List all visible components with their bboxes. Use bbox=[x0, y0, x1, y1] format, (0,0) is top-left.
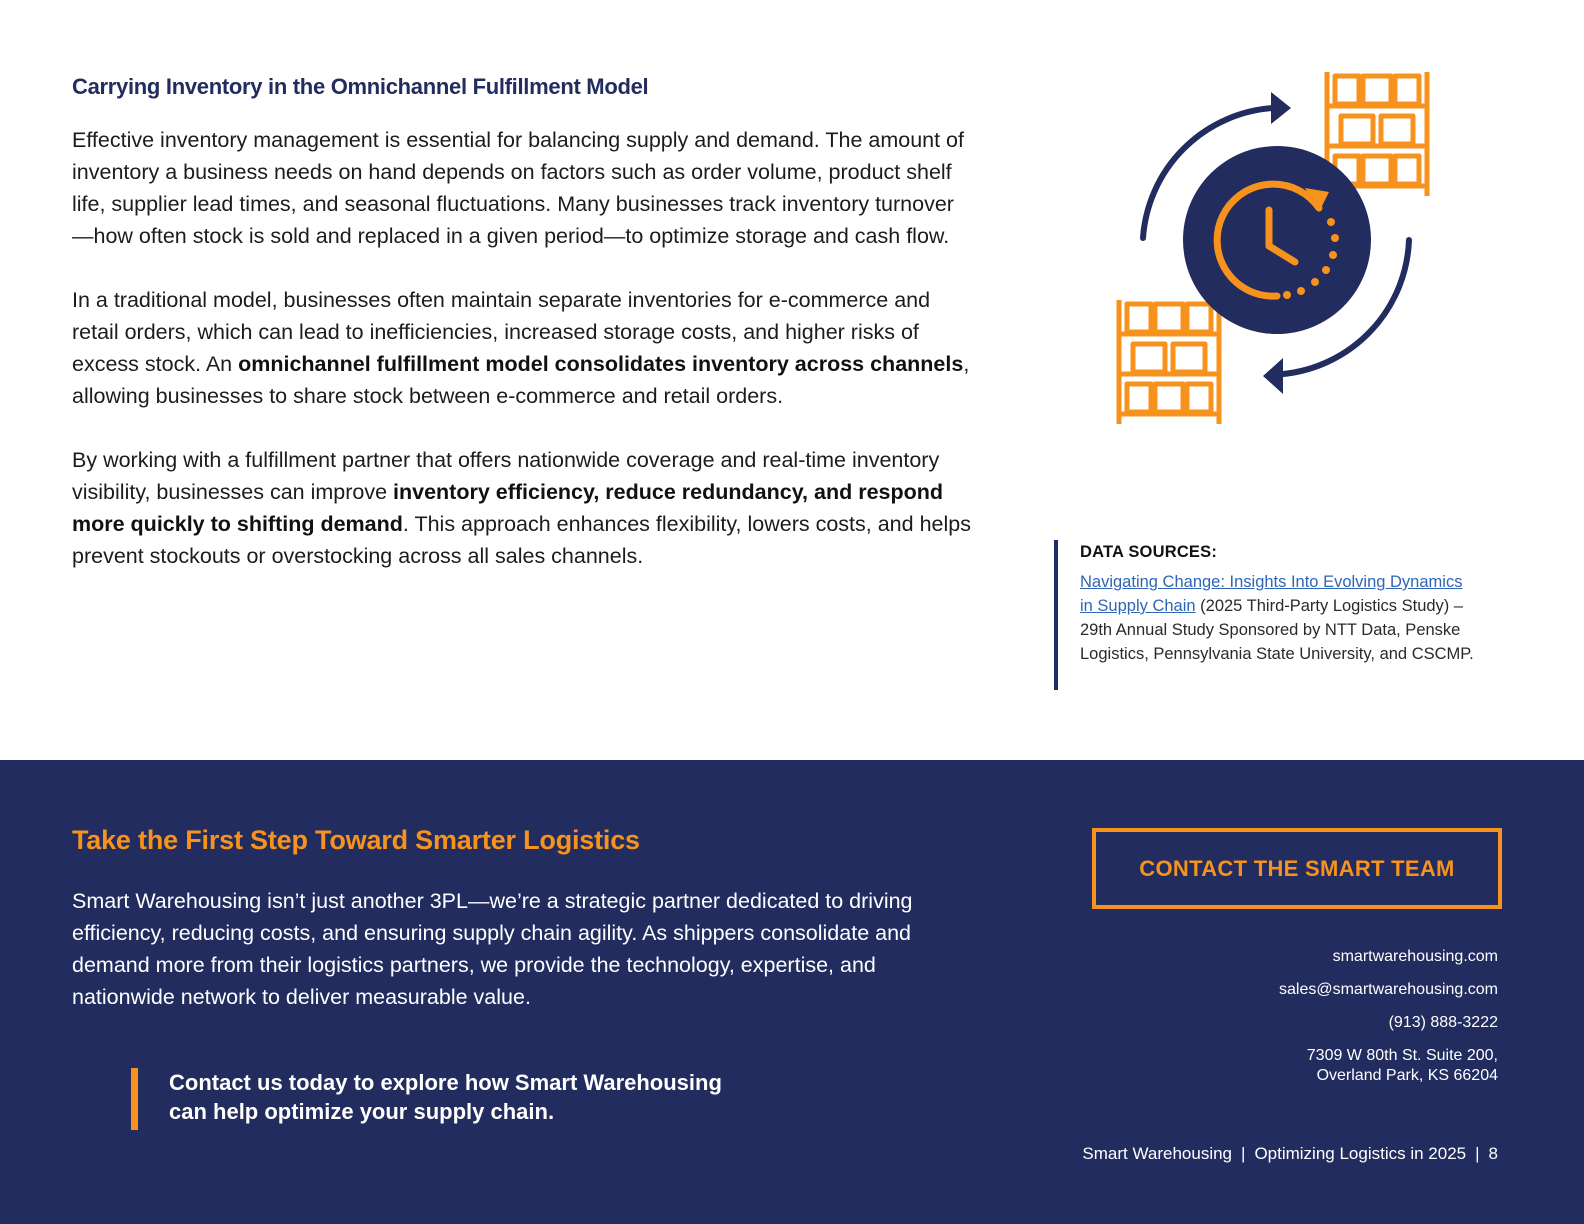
section-title: Carrying Inventory in the Omnichannel Fulfillment Model bbox=[72, 74, 649, 99]
contact-callout bbox=[131, 1068, 851, 1130]
cta-section bbox=[0, 760, 1584, 1224]
footer-brand: Smart Warehousing bbox=[1082, 1144, 1233, 1163]
footer-separator: | bbox=[1241, 1144, 1246, 1163]
inventory-cycle-illustration bbox=[1105, 60, 1450, 440]
paragraph-fulfillment-partner: By working with a fulfillment partner that offers nationwide coverage and real-time inventory visibility, businesses can improve inventory efficiency, reduce redundancy, and respond more quickly to shifting demand. This approach enhances flexibility, lowers costs, and helps prevent stockouts or overstocking across all sales channels. bbox=[72, 448, 971, 568]
clock-background bbox=[1183, 146, 1371, 334]
callout-line-1: Contact us today to explore how Smart Warehousing bbox=[169, 1070, 722, 1095]
emphasis-efficiency: inventory efficiency, reduce redundancy, and respond more quickly to shifting demand bbox=[72, 480, 944, 536]
contact-info bbox=[1138, 947, 1498, 1086]
data-sources bbox=[1054, 540, 1474, 690]
phone-number[interactable]: (913) 888-3222 bbox=[1388, 1014, 1498, 1031]
address-line-2: Overland Park, KS 66204 bbox=[1316, 1067, 1498, 1084]
emphasis-omnichannel: omnichannel fulfillment model consolidates inventory across channels bbox=[238, 352, 964, 376]
warehouse-shelves-icon bbox=[1119, 300, 1219, 424]
cta-copy: Smart Warehousing isn’t just another 3PL—we’re a strategic partner dedicated to driving efficiency, reducing costs, and ensuring supply chain agility. As shippers consolidate and demand more from their logistics partners, we provide the technology, expertise, and nationwide network to deliver measurable value. bbox=[72, 889, 913, 1009]
paragraph-traditional-model: In a traditional model, businesses often maintain separate inventories for e-commerce and retail orders, which can lead to inefficiencies, increased storage costs, and higher risks of excess stock. An omnichannel fulfillment model consolidates inventory across channels, allowing businesses to share stock between e-commerce and retail orders. bbox=[72, 288, 970, 408]
body-copy bbox=[72, 124, 972, 604]
page-number: 8 bbox=[1488, 1144, 1498, 1163]
arrow-head-icon bbox=[1263, 358, 1283, 394]
source-link[interactable]: Navigating Change: Insights Into Evolving Dynamics in Supply Chain bbox=[1080, 573, 1463, 615]
arrow-head-icon bbox=[1271, 92, 1291, 124]
page-footer bbox=[1082, 1144, 1498, 1164]
paragraph-inventory-management: Effective inventory management is essential for balancing supply and demand. The amount of inventory a business needs on hand depends on factors such as order volume, product shelf life, supplier lead times, and seasonal fluctuations. Many businesses track inventory turnover—how often stock is sold and replaced in a given period—to optimize storage and cash flow. bbox=[72, 128, 964, 248]
footer-separator: | bbox=[1475, 1144, 1480, 1163]
footer-doc-title: Optimizing Logistics in 2025 bbox=[1254, 1144, 1467, 1163]
email-link[interactable]: sales@smartwarehousing.com bbox=[1279, 981, 1498, 998]
website-link[interactable]: smartwarehousing.com bbox=[1332, 948, 1498, 965]
contact-button[interactable]: CONTACT THE SMART TEAM bbox=[1092, 828, 1502, 909]
data-sources-title: DATA SOURCES: bbox=[1080, 543, 1218, 561]
address-line-1: 7309 W 80th St. Suite 200, bbox=[1306, 1047, 1498, 1064]
callout-line-2: can help optimize your supply chain. bbox=[169, 1099, 555, 1124]
cta-title: Take the First Step Toward Smarter Logistics bbox=[72, 825, 640, 855]
data-sources-text: Navigating Change: Insights Into Evolving Dynamics in Supply Chain (2025 Third-Party Logistics Study) – 29th Annual Study Sponsored by NTT Data, Penske Logistics, Pennsylvania State University, and CSCMP. bbox=[1080, 573, 1474, 663]
